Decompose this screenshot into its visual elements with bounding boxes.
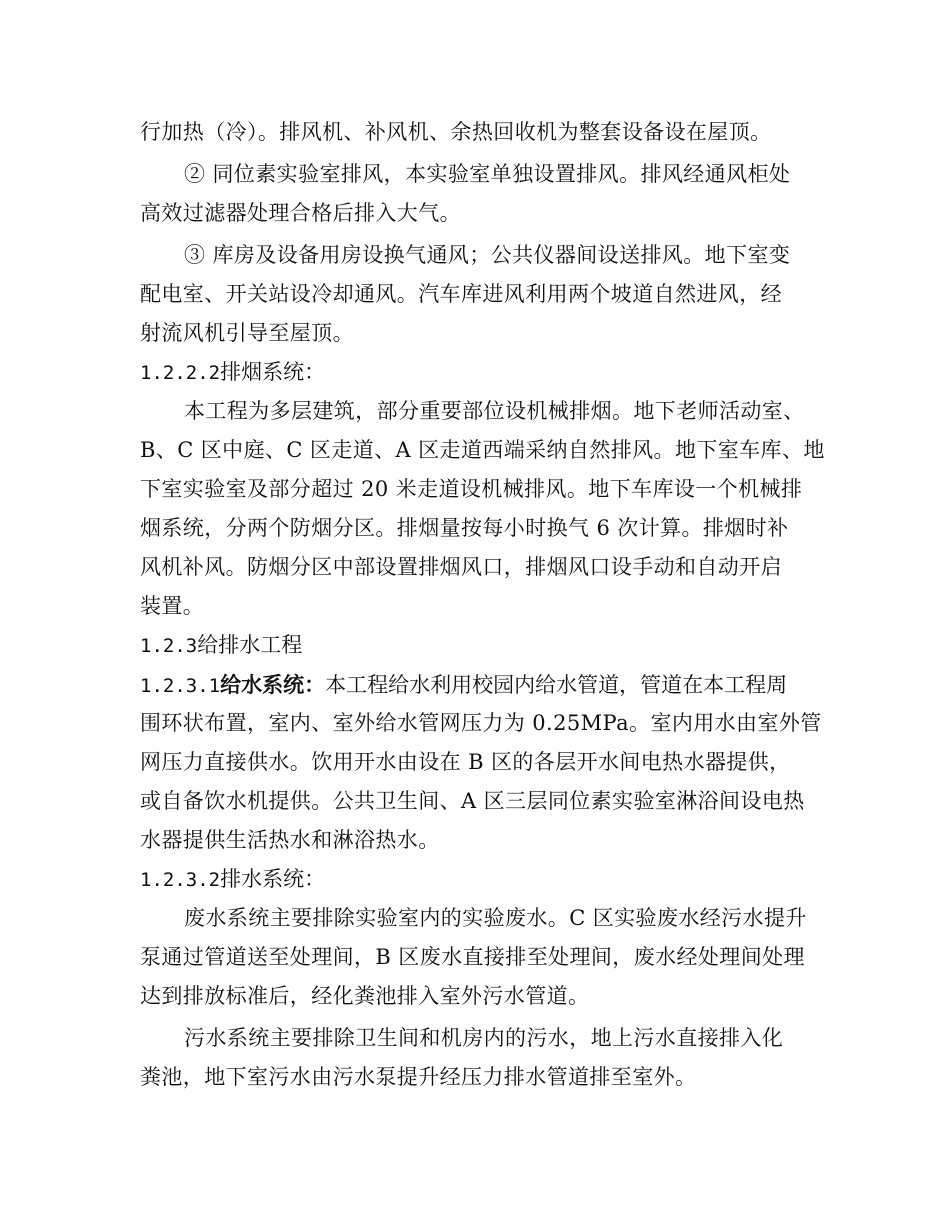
paragraph-line: 行加热（冷）。排风机、补风机、余热回收机为整套设备设在屋顶。 <box>140 120 772 144</box>
paragraph-line: 围环状布置，室内、室外给水管网压力为 0.25MPa。室内用水由室外管 <box>140 711 822 735</box>
section-number: 1.2.3.1 <box>140 675 221 697</box>
paragraph-line: 粪池，地下室污水由污水泵提升经压力排水管道排至室外。 <box>140 1065 697 1089</box>
section-number: 1.2.3 <box>140 635 198 657</box>
paragraph-line: 或自备饮水机提供。公共卫生间、A 区三层同位素实验室淋浴间设电热 <box>140 789 805 813</box>
paragraph-line: 风机补风。防烟分区中部设置排烟风口，排烟风口设手动和自动开启 <box>140 555 782 579</box>
paragraph-line: B、C 区中庭、C 区走道、A 区走道西端采纳自然排风。地下室车库、地 <box>140 438 825 462</box>
section-heading-1-2-3-1 <box>140 665 830 704</box>
paragraph-line: 高效过滤器处理合格后排入大气。 <box>140 201 461 225</box>
section-number: 1.2.3.2 <box>140 869 221 891</box>
paragraph-line: ③ 库房及设备用房设换气通风；公共仪器间设送排风。地下室变 <box>184 243 791 267</box>
paragraph-line: 下室实验室及部分超过 20 米走道设机械排风。地下车库设一个机械排 <box>140 477 803 501</box>
paragraph-line: 射流风机引导至屋顶。 <box>140 321 354 345</box>
section-number: 1.2.2.2 <box>140 362 221 384</box>
section-heading-1-2-3-2 <box>140 860 830 899</box>
paragraph-line: 网压力直接供水。饮用开水由设在 B 区的各层开水间电热水器提供， <box>140 750 791 774</box>
paragraph-line: ② 同位素实验室排风，本实验室单独设置排风。排风经通风柜处 <box>184 162 791 186</box>
paragraph-line: 装置。 <box>140 594 205 618</box>
paragraph-line: 水器提供生活热水和淋浴热水。 <box>140 828 440 852</box>
paragraph-line: 烟系统，分两个防烟分区。排烟量按每小时换气 6 次计算。排烟时补 <box>140 516 789 540</box>
document-body <box>140 113 830 1097</box>
section-body-text: 本工程给水利用校园内给水管道，管道在本工程周 <box>325 673 788 697</box>
paragraph-line: 废水系统主要排除实验室内的实验废水。C 区实验废水经污水提升 <box>184 906 807 930</box>
paragraph-line: 本工程为多层建筑，部分重要部位设机械排烟。地下老师活动室、 <box>184 399 805 423</box>
paragraph-line: 泵通过管道送至处理间，B 区废水直接排至处理间，废水经处理间处理 <box>140 945 805 969</box>
section-title: 给排水工程 <box>197 633 303 657</box>
section-heading-1-2-3 <box>140 626 830 665</box>
paragraph-line: 达到排放标准后，经化粪池排入室外污水管道。 <box>140 984 590 1008</box>
paragraph-line: 污水系统主要排除卫生间和机房内的污水，地上污水直接排入化 <box>184 1026 784 1050</box>
section-title: 排水系统： <box>220 867 326 891</box>
section-title: 排烟系统： <box>220 360 326 384</box>
section-title-bold: 给水系统： <box>220 672 326 697</box>
paragraph-line: 配电室、开关站设冷却通风。汽车库进风利用两个坡道自然进风，经 <box>140 282 782 306</box>
section-heading-1-2-2-2 <box>140 353 830 392</box>
